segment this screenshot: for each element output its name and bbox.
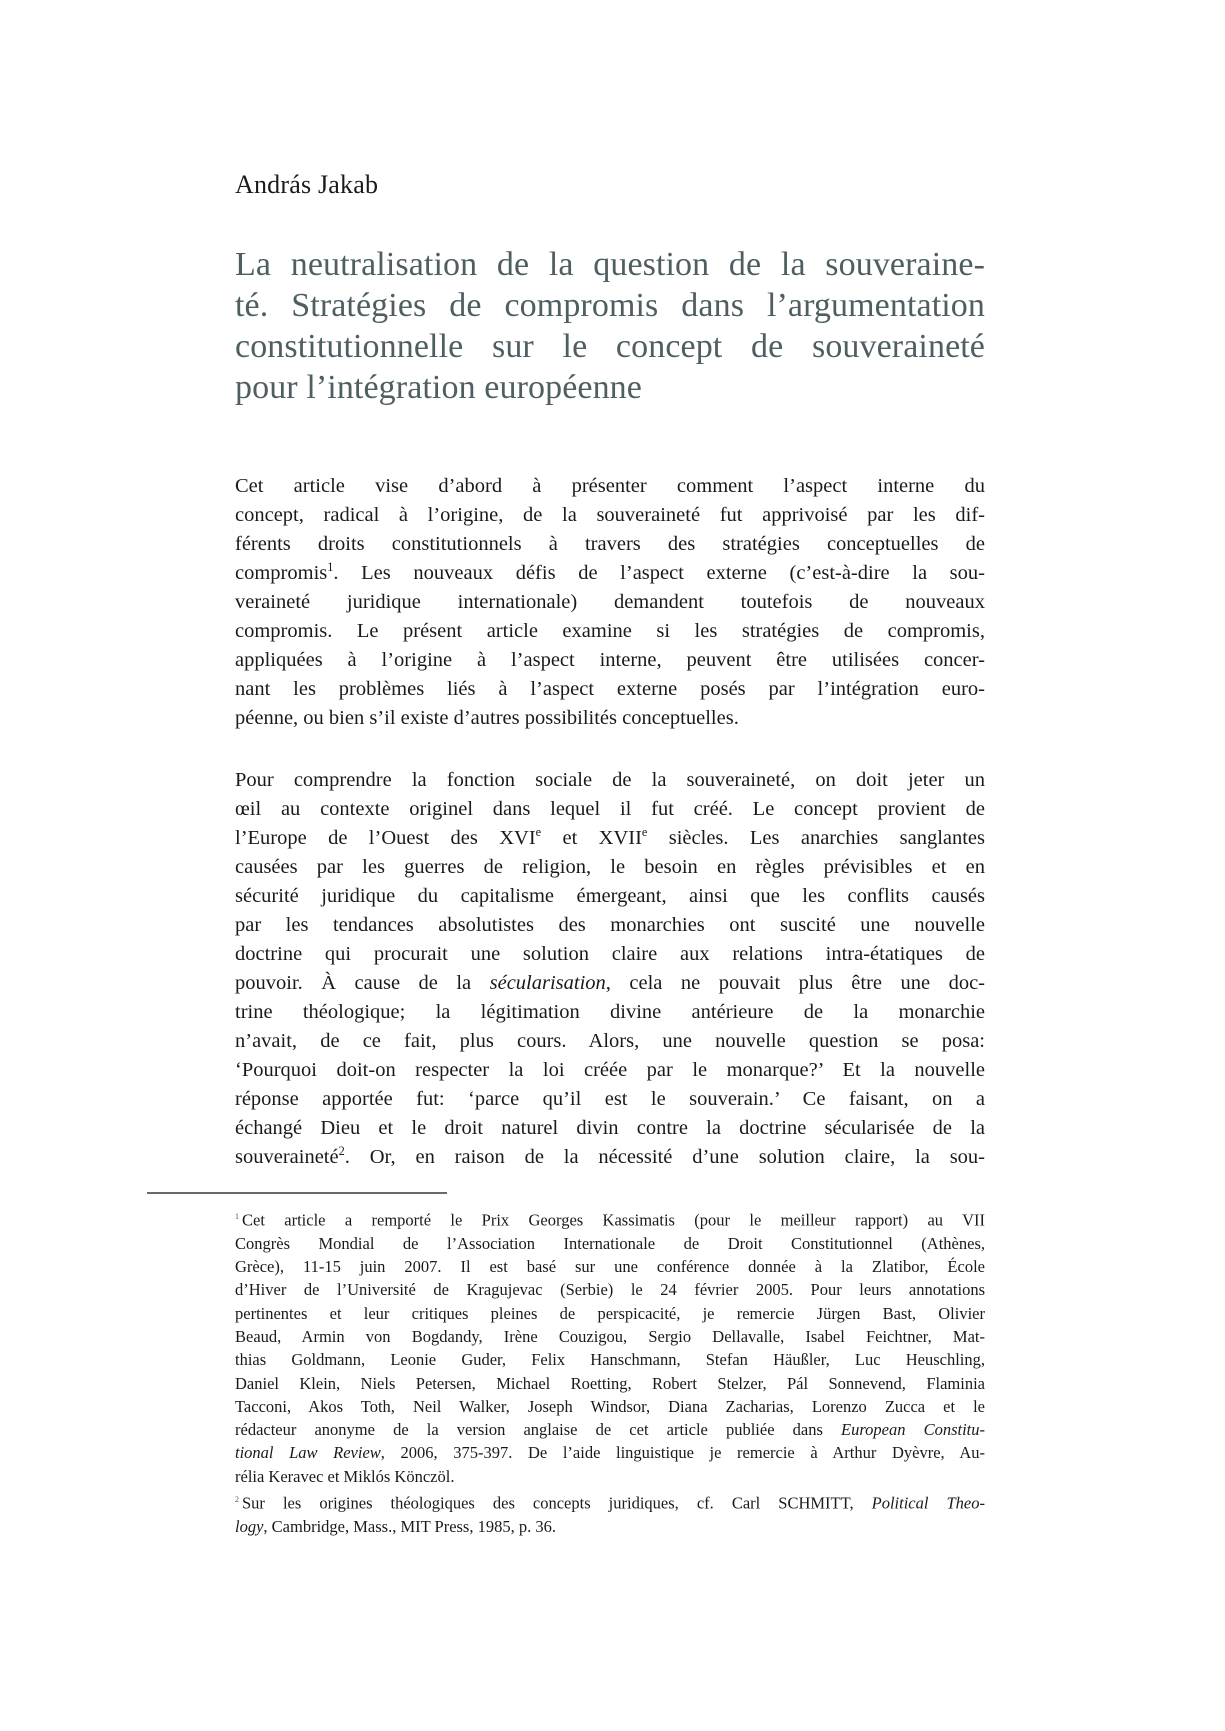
paragraph-line: échangé Dieu et le droit naturel divin contre la doctrine sécularisée de la [235, 1117, 985, 1139]
footnote-text: , Cambridge, Mass., MIT Press, 1985, p. 36. [263, 1516, 556, 1536]
abstract-line [235, 559, 985, 588]
title-line: constitutionnelle sur le concept de souveraineté [235, 328, 985, 365]
paragraph-line: Pour comprendre la fonction sociale de la souveraineté, on doit jeter un [235, 769, 985, 791]
article-title [235, 244, 985, 408]
superscript: e [641, 825, 648, 840]
abstract-line: nant les problèmes liés à l’aspect externe posés par l’intégration euro- [235, 678, 985, 700]
title-line: té. Stratégies de compromis dans l’argumentation [235, 287, 985, 324]
abstract-line: appliquées à l’origine à l’aspect interne, peuvent être utilisées concer- [235, 649, 985, 671]
paragraph-line: sécurité juridique du capitalisme émergeant, ainsi que les conflits causés [235, 885, 985, 907]
paragraph-line: doctrine qui procurait une solution claire aux relations intra-étatiques de [235, 943, 985, 965]
footnote-1-line: pertinentes et leur critiques pleines de perspicacité, je remercie Jürgen Bast, Olivier [235, 1303, 985, 1323]
abstract-text: . Les nouveaux défis de l’aspect externe (c’est-à-dire la sou- [333, 562, 985, 584]
footnote-1-line: Beaud, Armin von Bogdandy, Irène Couzigou, Sergio Dellavalle, Isabel Feichtner, Mat- [235, 1326, 985, 1346]
footnote-1-line: Congrès Mondial de l’Association Internationale de Droit Constitutionnel (Athènes, [235, 1233, 985, 1253]
footnote-2-line [235, 1488, 985, 1515]
footnote-1-line: thias Goldmann, Leonie Guder, Felix Hanschmann, Stefan Häußler, Luc Heuschling, [235, 1350, 985, 1370]
paragraph-text: siècles. Les anarchies sanglantes [647, 827, 986, 849]
paragraph-text: et XVII [541, 827, 642, 849]
paragraph-line: réponse apportée fut: ‘parce qu’il est le souverain.’ Ce faisant, on a [235, 1088, 985, 1110]
journal-title: European Constitu- [841, 1420, 985, 1440]
abstract [235, 472, 985, 733]
footnote-text: rédacteur anonyme de la version anglaise de cet article publiée dans [235, 1420, 841, 1440]
emphasis: sécularisation [489, 972, 606, 994]
footnote-1-line [235, 1418, 985, 1441]
footnote-text: Cet article a remporté le Prix Georges Kassimatis (pour le meilleur rapport) au VII [242, 1210, 985, 1230]
footnote-1-line: Daniel Klein, Niels Petersen, Michael Roetting, Robert Stelzer, Pál Sonnevend, Flaminia [235, 1373, 985, 1393]
paragraph-text: , cela ne pouvait plus être une doc- [605, 972, 985, 994]
footnote-separator [147, 1192, 447, 1194]
abstract-text: compromis [235, 562, 328, 584]
footnote-1-line [235, 1205, 985, 1232]
book-title: logy [235, 1516, 264, 1536]
paragraph-text: l’Europe de l’Ouest des XVI [235, 827, 536, 849]
paragraph-line: œil au contexte originel dans lequel il fut créé. Le concept provient de [235, 798, 985, 820]
paragraph-text: . Or, en raison de la nécessité d’une solution claire, la sou- [344, 1146, 985, 1168]
paragraph-line [235, 969, 985, 998]
superscript: e [535, 825, 542, 840]
abstract-line: compromis. Le présent article examine si les stratégies de compromis, [235, 620, 985, 642]
footnotes [235, 1205, 985, 1538]
paragraph-line: causées par les guerres de religion, le besoin en règles prévisibles et en [235, 856, 985, 878]
paragraph-line [235, 824, 985, 853]
footnote-2-marker: 2 [235, 1495, 239, 1505]
abstract-line: Cet article vise d’abord à présenter comment l’aspect interne du [235, 475, 985, 497]
footnote-2-line [235, 1515, 985, 1538]
footnote-1-line: Tacconi, Akos Toth, Neil Walker, Joseph Windsor, Diana Zacharias, Lorenzo Zucca et le [235, 1396, 985, 1416]
footnote-ref-2[interactable]: 2 [338, 1144, 345, 1159]
journal-title: tional Law Review [235, 1443, 381, 1463]
title-line: pour l’intégration européenne [235, 369, 642, 406]
paragraph-line: ‘Pourquoi doit-on respecter la loi créée par le monarque?’ Et la nouvelle [235, 1059, 985, 1081]
paragraph-line: n’avait, de ce fait, plus cours. Alors, une nouvelle question se posa: [235, 1030, 985, 1052]
footnote-1-line: rélia Keravec et Miklós Könczöl. [235, 1466, 455, 1486]
abstract-line: veraineté juridique internationale) demandent toutefois de nouveaux [235, 591, 985, 613]
book-title: Political Theo- [871, 1493, 985, 1513]
footnote-1-line [235, 1441, 985, 1464]
paragraph-line: par les tendances absolutistes des monarchies ont suscité une nouvelle [235, 914, 985, 936]
paragraph-text: souveraineté [235, 1146, 339, 1168]
paragraph-text: pouvoir. À cause de la [235, 972, 490, 994]
author-name: András Jakab [235, 170, 379, 199]
footnote-text: , 2006, 375-397. De l’aide linguistique je remercie à Arthur Dyèvre, Au- [380, 1443, 986, 1463]
footnote-1-line: d’Hiver de l’Université de Kragujevac (Serbie) le 24 février 2005. Pour leurs annotations [235, 1280, 985, 1300]
title-line: La neutralisation de la question de la souveraine- [235, 246, 985, 283]
footnote-text: Sur les origines théologiques des concepts juridiques, cf. Carl SCHMITT, [242, 1493, 872, 1513]
abstract-line: péenne, ou bien s’il existe d’autres possibilités conceptuelles. [235, 707, 739, 729]
footnote-1-line: Grèce), 11-15 juin 2007. Il est basé sur une conférence donnée à la Zlatibor, École [235, 1257, 985, 1277]
paragraph-line: trine théologique; la légitimation divine antérieure de la monarchie [235, 1001, 985, 1023]
abstract-line: férents droits constitutionnels à travers des stratégies conceptuelles de [235, 533, 985, 555]
paragraph-line [235, 1143, 985, 1172]
abstract-line: concept, radical à l’origine, de la souveraineté fut apprivoisé par les dif- [235, 504, 985, 526]
body-paragraph [235, 766, 985, 1172]
footnote-ref-1[interactable]: 1 [327, 560, 334, 575]
footnote-1-marker: 1 [235, 1212, 239, 1221]
